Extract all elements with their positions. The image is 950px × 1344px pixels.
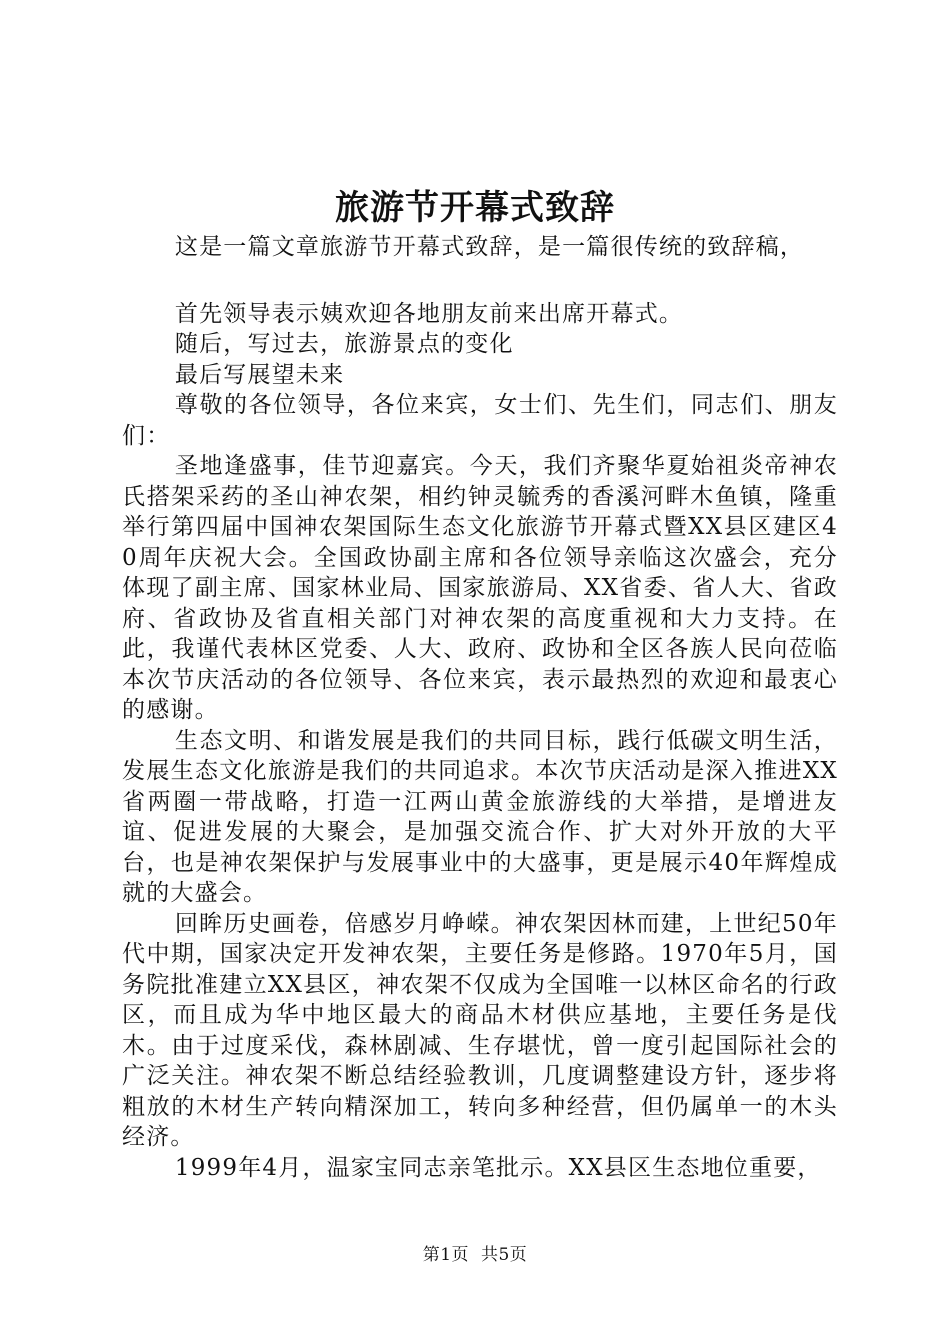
outline-item: 随后，写过去，旅游景点的变化 [174,331,514,357]
intro-paragraph: 这是一篇文章旅游节开幕式致辞，是一篇很传统的致辞稿， [174,234,805,260]
body-paragraph: 回眸历史画卷，倍感岁月峥嵘。神农架因林而建，上世纪50年代中期，国家决定开发神农架，主要任务是修路。1970年5月，国务院批准建立XX县区，神农架不仅成为全国唯一以林区命名的行政区，而且成为华中地区最大的商品木材供应基地，主要任务是伐木。由于过度采伐，森林剧减、生存堪忧，曾一度引起国际社会的广泛关注。神农架不断总结经验教训，几度调整建设方针，逐步将粗放的木材生产转向精深加工，转向多种经营，但仍属单一的木头经济。 [122,910,838,1150]
body-paragraph: 1999年4月，温家宝同志亲笔批示。XX县区生态地位重要， [174,1154,822,1181]
salutation: 尊敬的各位领导，各位来宾，女士们、先生们，同志们、朋友们： [122,392,838,449]
page-number: 第1页 [422,1245,470,1265]
blank-line [122,263,838,293]
document-body [122,206,838,1183]
document-title: 旅游节开幕式致辞 [335,188,615,228]
body-paragraph: 圣地逢盛事，佳节迎嘉宾。今天，我们齐聚华夏始祖炎帝神农氏搭架采药的圣山神农架，相约钟灵毓秀的香溪河畔木鱼镇，隆重举行第四届中国神农架国际生态文化旅游节开幕式暨XX县区建区40周年庆祝大会。全国政协副主席和各位领导亲临这次盛会，充分体现了副主席、国家林业局、国家旅游局、XX省委、省人大、省政府、省政协及省直相关部门对神农架的高度重视和大力支持。在此，我谨代表林区党委、人大、政府、政协和全区各族人民向莅临本次节庆活动的各位领导、各位来宾，表示最热烈的欢迎和最衷心的感谢。 [122,453,838,723]
page-total: 共5页 [480,1245,528,1265]
page-footer [0,1243,950,1267]
body-paragraph: 生态文明、和谐发展是我们的共同目标，践行低碳文明生活，发展生态文化旅游是我们的共同追求。本次节庆活动是深入推进XX省两圈一带战略，打造一江两山黄金旅游线的大举措，是增进友谊、促进发展的大聚会，是加强交流合作、扩大对外开放的大平台，也是神农架保护与发展事业中的大盛事，更是展示40年辉煌成就的大盛会。 [122,727,838,906]
outline-item: 最后写展望未来 [174,361,345,388]
outline-item: 首先领导表示姨欢迎各地朋友前来出席开幕式。 [174,300,684,327]
